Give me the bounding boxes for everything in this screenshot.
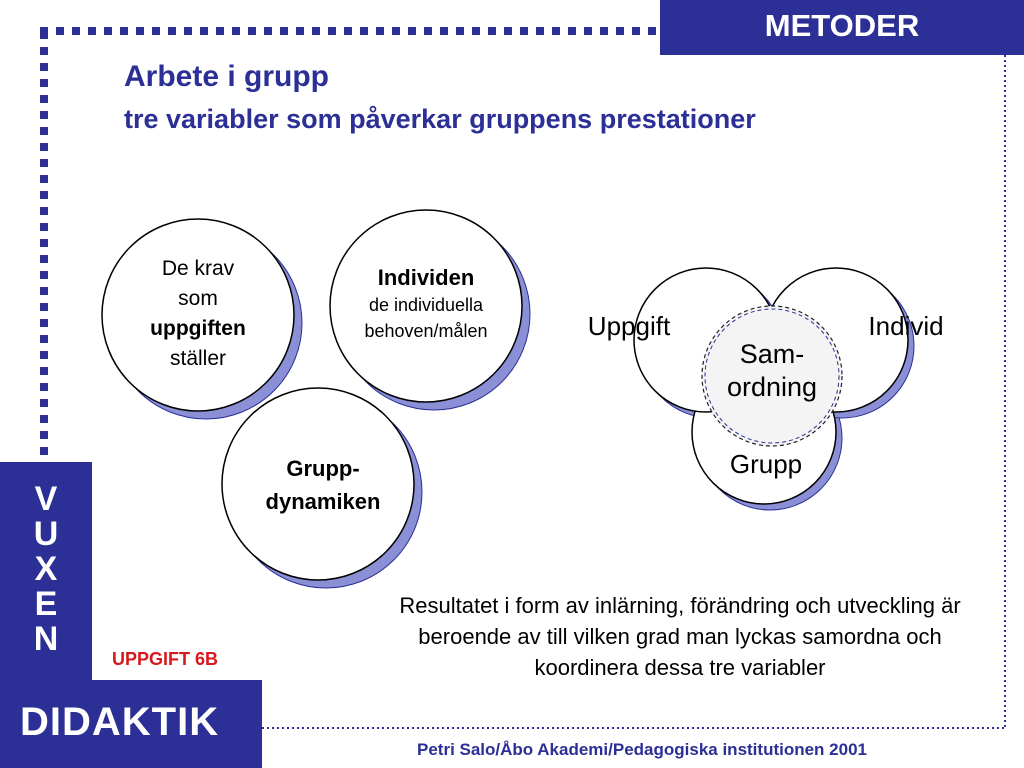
letter-u: U [33,515,59,553]
footer-credit: Petri Salo/Åbo Akademi/Pedagogiska institutionen 2001 [417,740,867,759]
letter-v: V [34,480,58,518]
didaktik-label: DIDAKTIK [20,700,220,744]
vuxen-letters [0,482,92,657]
krav-line4: ställer [169,347,227,370]
uppgift-label: Uppgift [587,311,671,341]
samordning-line1: Sam- [739,339,805,369]
letter-n: N [33,620,59,658]
grupp-label: Grupp [729,449,803,479]
grupp-line1: Grupp- [286,456,360,481]
individ-label: Individ [868,311,944,341]
task-label: UPPGIFT 6B [112,649,219,669]
krav-line2: som [178,287,218,310]
page-subtitle: tre variabler som påverkar gruppens prestationer [124,104,756,134]
letter-x: X [34,550,58,588]
samordning-line2: ordning [726,372,818,402]
page-title: Arbete i grupp [124,60,330,93]
individen-line2: de individuella [368,295,484,315]
result-text: Resultatet i form av inlärning, förändring och utveckling är beroende av till vilken grad man lyckas samordna och koordinera dessa tre variabler [399,593,961,680]
krav-bold: uppgiften [150,317,246,340]
individen-line3: behoven/målen [364,321,488,341]
metoder-label: METODER [764,8,920,43]
individen-bold: Individen [377,265,475,290]
letter-e: E [34,585,58,623]
samordning-label [702,338,842,404]
krav-line1: De krav [161,257,235,280]
grupp-line2: dynamiken [265,489,381,514]
